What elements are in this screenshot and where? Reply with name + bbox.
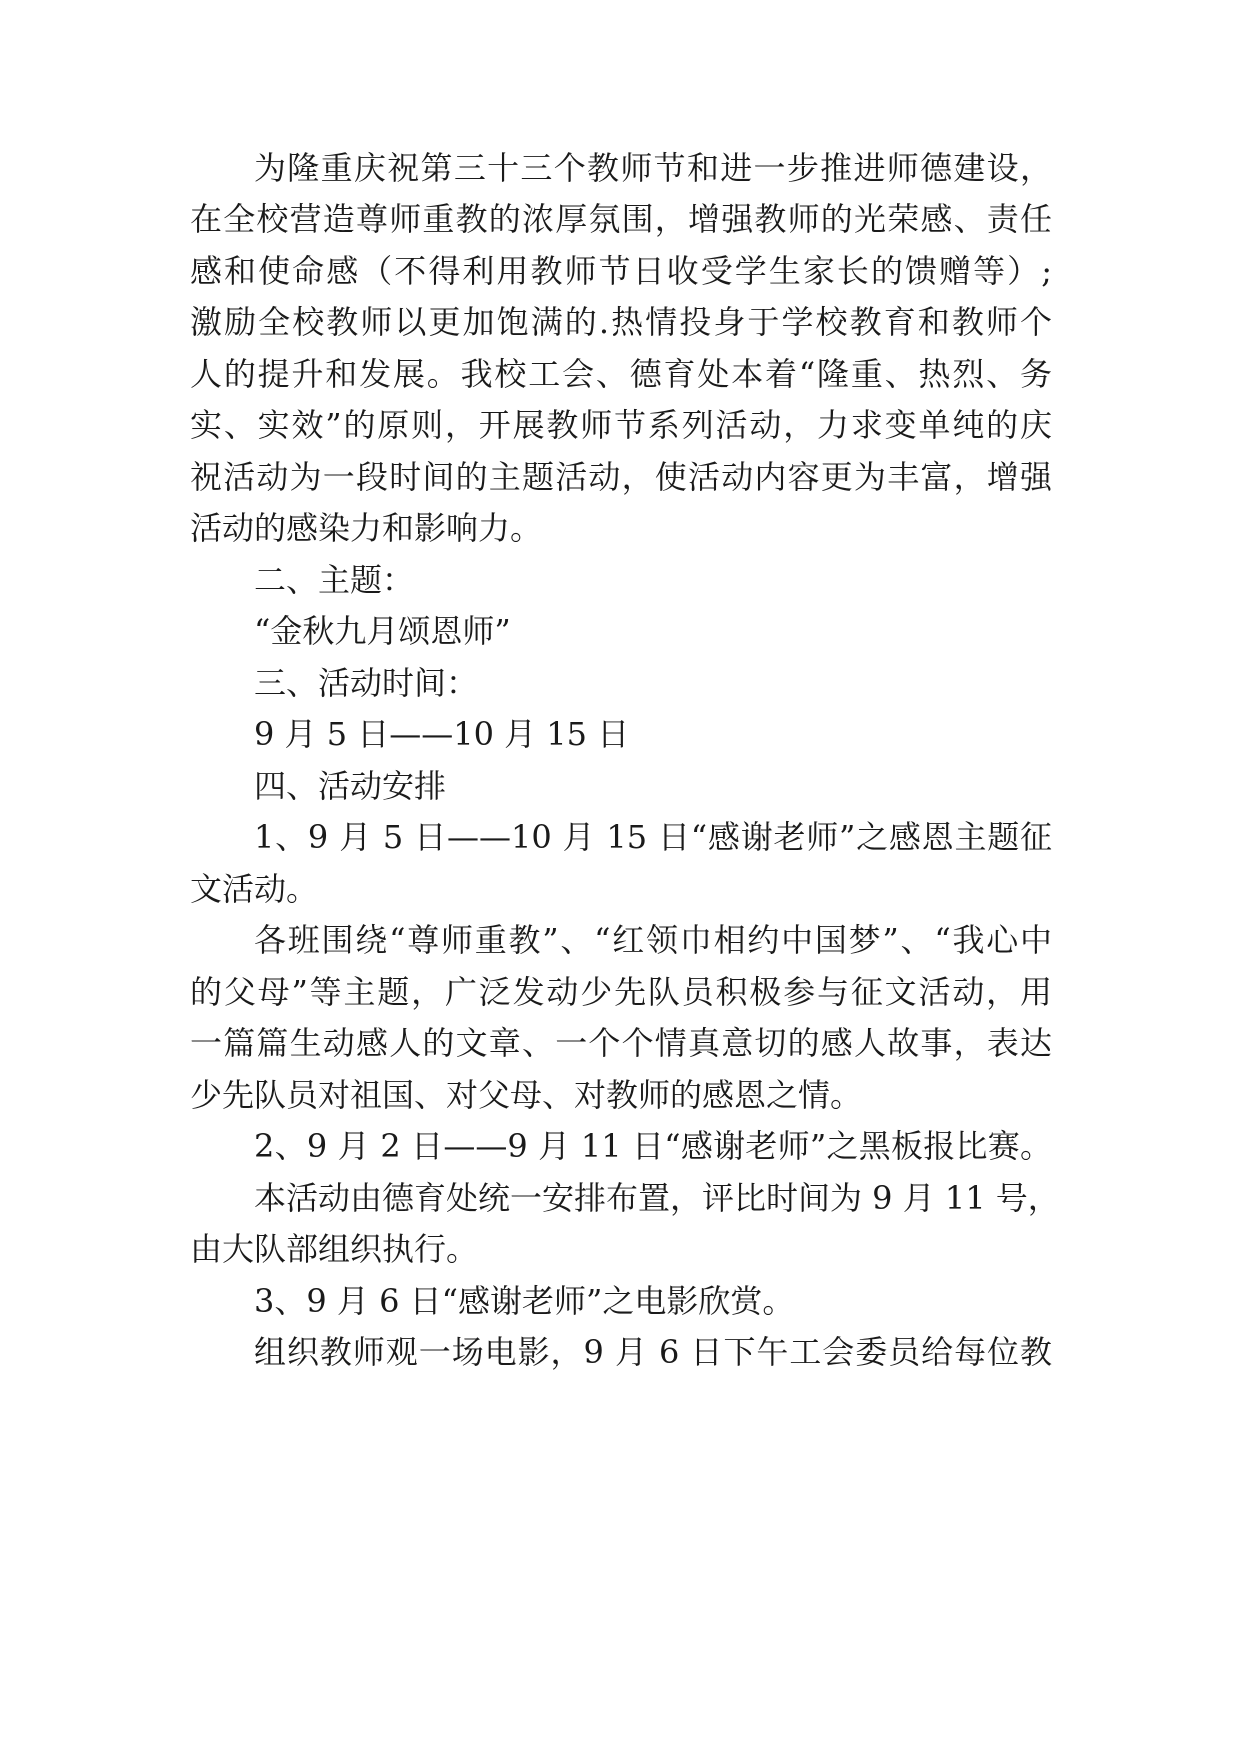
activity-item-2: 2、9 月 2 日——9 月 11 日“感谢老师”之黑板报比赛。 <box>254 1127 1052 1165</box>
paragraph-line: 文活动。 <box>190 870 319 908</box>
section-heading-arrangement: 四、活动安排 <box>254 767 447 805</box>
activity-item-1: 1、9 月 5 日——10 月 15 日“感谢老师”之感恩主题征 <box>254 818 1052 856</box>
paragraph-line: 激励全校教师以更加饱满的.热情投身于学校教育和教师个 <box>190 303 1052 341</box>
activity-item-3: 3、9 月 6 日“感谢老师”之电影欣赏。 <box>254 1282 795 1320</box>
paragraph-line: 一篇篇生动感人的文章、一个个情真意切的感人故事，表达 <box>190 1024 1052 1062</box>
paragraph-line: 人的提升和发展。我校工会、德育处本着“隆重、热烈、务 <box>190 355 1052 393</box>
section-heading-theme: 二、主题： <box>254 561 415 599</box>
activity-time-text: 9 月 5 日——10 月 15 日 <box>254 715 630 753</box>
paragraph-line: 的父母”等主题，广泛发动少先队员积极参与征文活动，用 <box>190 973 1052 1011</box>
section-heading-time: 三、活动时间： <box>254 664 479 702</box>
paragraph-line: 由大队部组织执行。 <box>190 1230 479 1268</box>
paragraph-line: 组织教师观一场电影，9 月 6 日下午工会委员给每位教 <box>254 1333 1052 1371</box>
paragraph-line: 在全校营造尊师重教的浓厚氛围，增强教师的光荣感、责任 <box>190 200 1052 238</box>
paragraph-line: 本活动由德育处统一安排布置，评比时间为 9 月 11 号， <box>254 1179 1060 1217</box>
paragraph-line: 活动的感染力和影响力。 <box>190 509 543 547</box>
theme-text: “金秋九月颂恩师” <box>254 612 511 650</box>
paragraph-line: 少先队员对祖国、对父母、对教师的感恩之情。 <box>190 1076 863 1114</box>
paragraph-line: 感和使命感（不得利用教师节日收受学生家长的馈赠等）; <box>190 252 1052 290</box>
paragraph-line: 祝活动为一段时间的主题活动，使活动内容更为丰富，增强 <box>190 458 1052 496</box>
paragraph-line: 实、实效”的原则，开展教师节系列活动，力求变单纯的庆 <box>190 406 1052 444</box>
paragraph-line: 为隆重庆祝第三十三个教师节和进一步推进师德建设， <box>254 149 1052 187</box>
paragraph-line: 各班围绕“尊师重教”、“红领巾相约中国梦”、“我心中 <box>254 921 1052 959</box>
